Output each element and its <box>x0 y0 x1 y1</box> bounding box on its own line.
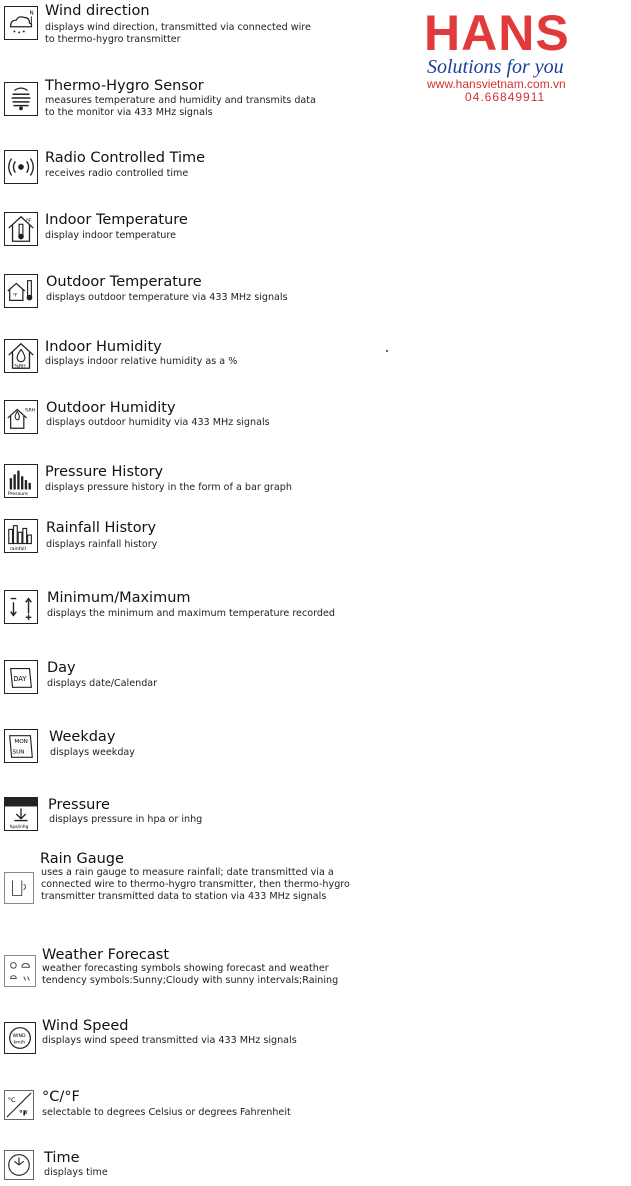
item-title: Weather Forecast <box>42 947 170 963</box>
wind-speed-icon <box>4 1022 36 1054</box>
item-description: displays weekday <box>50 747 135 758</box>
logo-tagline: Solutions for you <box>427 56 564 78</box>
svg-text:°F: °F <box>25 218 32 225</box>
outdoor-humidity-icon <box>4 400 38 434</box>
day-icon <box>4 660 38 694</box>
speck <box>386 350 388 352</box>
item-description: displays rainfall history <box>46 539 158 550</box>
item-title: Outdoor Humidity <box>46 400 176 416</box>
item-title: Indoor Humidity <box>45 339 162 355</box>
wind-direction-icon <box>4 6 38 40</box>
list-item <box>4 1018 404 1052</box>
list-item <box>4 274 404 308</box>
item-description: weather forecasting symbols showing forecast and weather <box>42 963 329 974</box>
sensor-icon <box>4 82 38 116</box>
item-description: receives radio controlled time <box>45 168 189 179</box>
list-item <box>4 339 404 373</box>
list-item <box>4 590 404 624</box>
outdoor-temperature-icon <box>4 274 38 308</box>
company-logo <box>424 5 624 104</box>
item-title: Rain Gauge <box>40 851 124 867</box>
clock-icon <box>4 1150 34 1180</box>
item-title: Rainfall History <box>46 520 157 536</box>
rainfall-history-icon <box>4 519 38 553</box>
item-title: Indoor Temperature <box>45 212 188 228</box>
fahrenheit-icon-label: °F <box>19 1108 28 1118</box>
list-item <box>4 464 404 498</box>
item-description: displays date/Calendar <box>47 678 158 689</box>
item-description: displays wind direction, transmitted via connected wire <box>45 22 311 33</box>
list-item <box>4 852 404 908</box>
weekday-icon <box>4 729 38 763</box>
rainfall-history-icon-label: rainfall <box>9 547 26 552</box>
radio-icon <box>4 150 38 184</box>
logo-brand: HANS <box>424 5 570 61</box>
pressure-icon <box>4 797 38 831</box>
pressure-history-icon <box>4 464 38 498</box>
wind-speed-icon-label-top: WIND <box>12 1034 26 1040</box>
list-item <box>4 1150 404 1184</box>
celsius-fahrenheit-icon <box>4 1090 34 1120</box>
item-title: Minimum/Maximum <box>47 590 191 606</box>
item-description: displays indoor relative humidity as a % <box>45 356 238 367</box>
item-title: Pressure History <box>45 464 164 480</box>
item-title: Pressure <box>48 797 110 813</box>
item-description: to thermo-hygro transmitter <box>45 34 181 45</box>
list-item <box>4 947 404 991</box>
item-description: selectable to degrees Celsius or degrees Fahrenheit <box>42 1107 291 1118</box>
item-title: Radio Controlled Time <box>45 150 206 166</box>
list-item <box>4 3 404 46</box>
logo-phone: 04.66849911 <box>465 90 546 104</box>
rain-gauge-icon <box>4 872 34 904</box>
item-description: measures temperature and humidity and transmits data <box>45 95 316 106</box>
weekday-icon-label-bottom: SUN <box>12 749 25 756</box>
item-title: Wind Speed <box>42 1018 129 1034</box>
item-title: Day <box>47 660 76 676</box>
min-max-icon <box>4 590 38 624</box>
item-description: connected wire to thermo-hygro transmitter, then thermo-hygro <box>41 879 350 890</box>
item-title: Thermo-Hygro Sensor <box>45 78 204 94</box>
item-title: °C/°F <box>42 1089 80 1105</box>
list-item <box>4 660 404 694</box>
item-title: Outdoor Temperature <box>46 274 202 290</box>
list-item <box>4 729 404 763</box>
svg-text:N: N <box>29 10 34 17</box>
item-description: uses a rain gauge to measure rainfall; date transmitted via a <box>41 867 334 878</box>
list-item <box>4 150 404 184</box>
item-description: displays pressure history in the form of a bar graph <box>45 482 292 493</box>
item-description: display indoor temperature <box>45 230 176 241</box>
item-description: displays the minimum and maximum temperature recorded <box>47 608 335 619</box>
item-title: Time <box>44 1150 80 1166</box>
weather-forecast-icon <box>4 955 36 987</box>
item-description: to the monitor via 433 MHz signals <box>45 107 213 118</box>
pressure-history-icon-label: Pressure <box>7 492 28 497</box>
weekday-icon-label-top: MON <box>14 739 28 746</box>
day-icon-label: DAY <box>13 674 27 683</box>
indoor-temperature-icon <box>4 212 38 246</box>
celsius-icon-label: °C <box>7 1096 16 1105</box>
item-description: displays wind speed transmitted via 433 MHz signals <box>42 1035 297 1046</box>
item-description: displays time <box>44 1167 108 1178</box>
indoor-humidity-icon <box>4 339 38 373</box>
item-description: displays outdoor temperature via 433 MHz signals <box>46 292 288 303</box>
item-title: Wind direction <box>45 3 150 19</box>
item-title: Weekday <box>49 729 116 745</box>
item-description: tendency symbols:Sunny;Cloudy with sunny intervals;Raining <box>42 975 339 986</box>
list-item <box>4 78 404 122</box>
svg-text:°F: °F <box>12 293 18 299</box>
item-description: displays outdoor humidity via 433 MHz signals <box>46 417 270 428</box>
list-item <box>4 400 404 434</box>
wind-speed-icon-label-bottom: km/h <box>13 1040 26 1046</box>
list-item <box>4 212 404 246</box>
list-item <box>4 519 404 553</box>
list-item <box>4 797 404 831</box>
svg-text:%RH: %RH <box>14 364 26 370</box>
pressure-icon-label: hpa/inhg <box>9 824 29 830</box>
svg-text:%RH: %RH <box>24 407 35 413</box>
list-item <box>4 1090 404 1124</box>
item-description: transmitter transmitted data to station via 433 MHz signals <box>41 891 327 902</box>
logo-website: www.hansvietnam.com.vn <box>427 77 566 91</box>
item-description: displays pressure in hpa or inhg <box>49 814 203 825</box>
